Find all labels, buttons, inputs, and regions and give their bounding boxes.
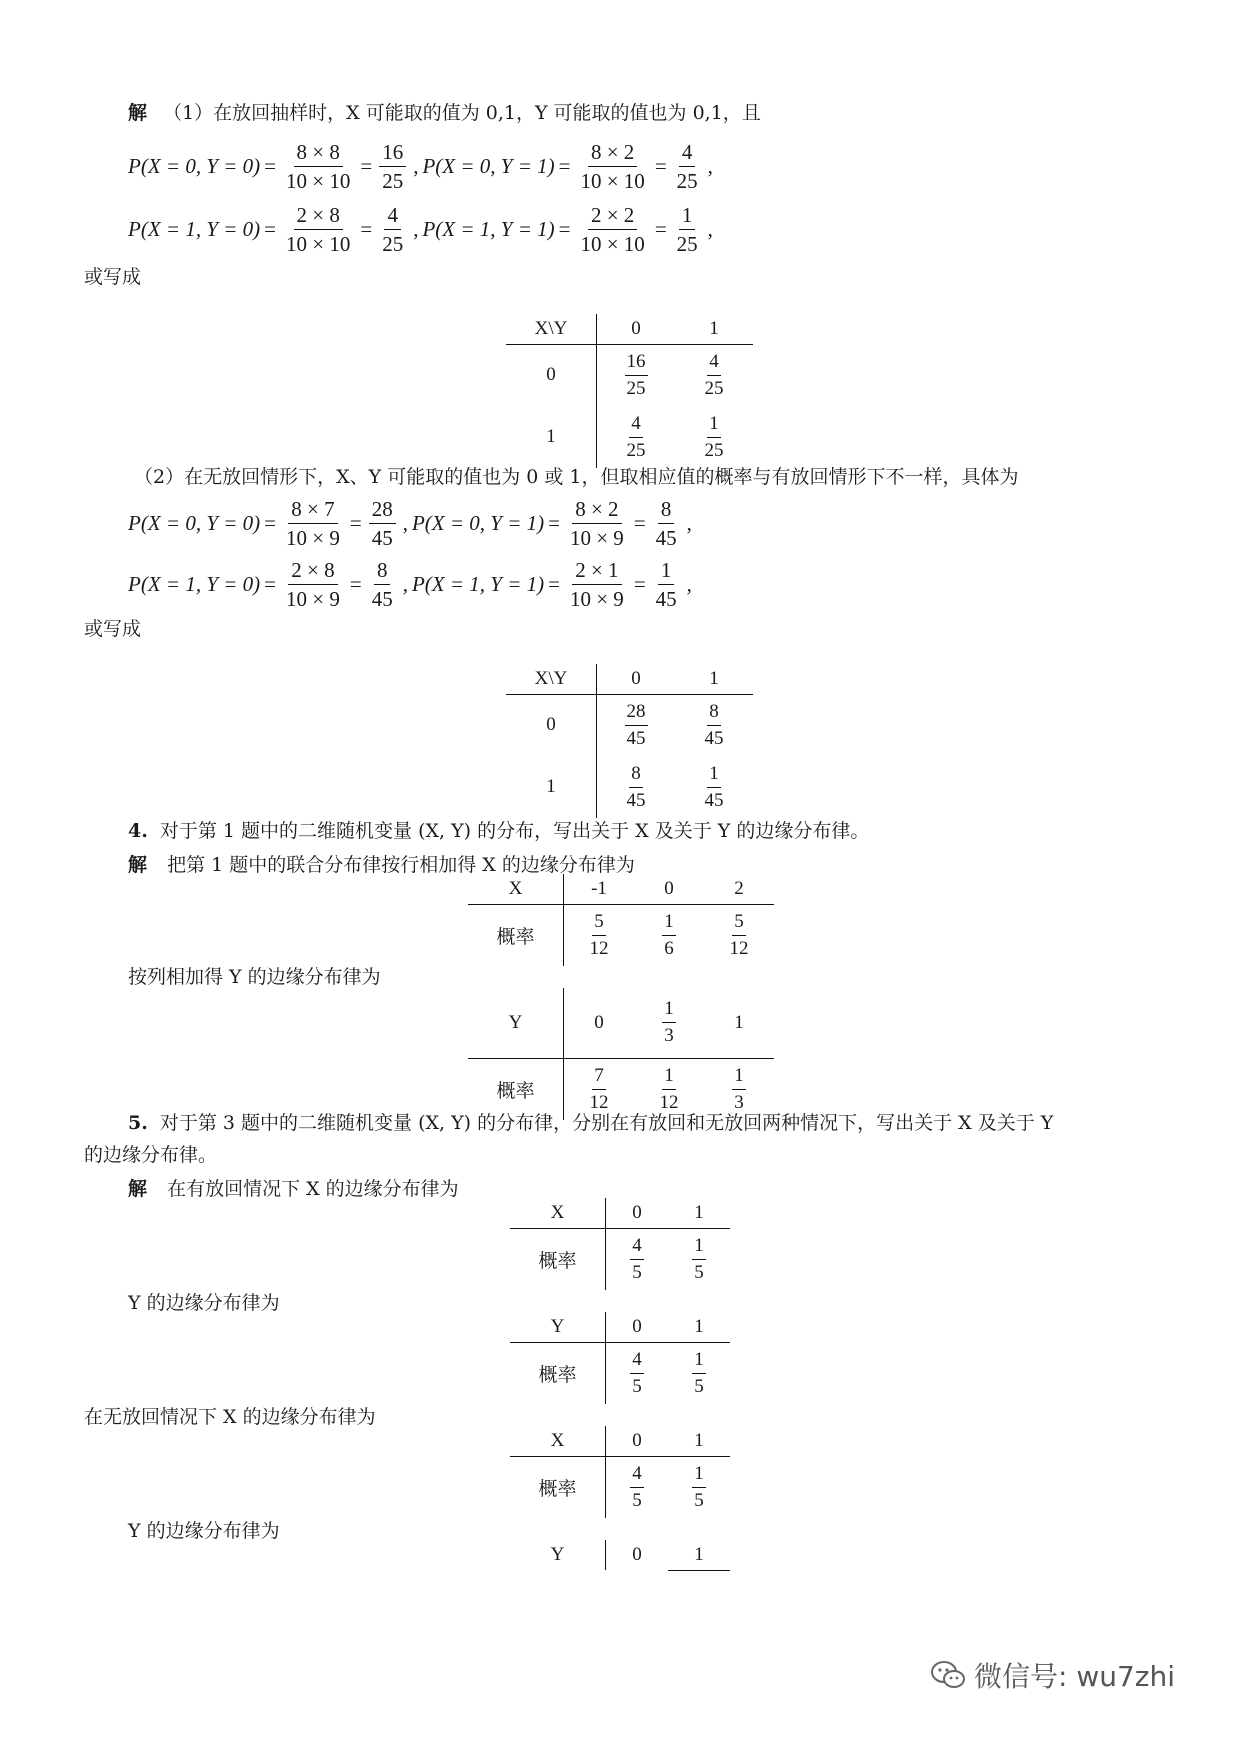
equation-line-4 — [128, 558, 692, 611]
solution-label: 解 — [128, 854, 148, 876]
probability-expression: P(X = 1, Y = 0) — [128, 572, 261, 596]
table-cell: $\frac{8}{45}$ — [626, 762, 646, 811]
denominator: 10 × 10 — [286, 232, 351, 256]
table-cell: 0 — [606, 1198, 669, 1228]
table-cell: $\frac{4}{5}$ — [632, 1462, 642, 1511]
watermark-text: 微信号: wu7zhi — [974, 1660, 1176, 1693]
table-corner: X\Y — [506, 314, 597, 344]
problem-5-statement-cont: 的边缘分布律。 — [84, 1144, 218, 1166]
table-cell: 1 — [668, 1426, 730, 1456]
solution-label: 解 — [128, 102, 148, 124]
table-cell: $\frac{7}{12}$ — [589, 1064, 609, 1113]
denominator: 10 × 9 — [286, 526, 340, 550]
equals-sign: = — [349, 511, 362, 535]
probability-expression: P(X = 1, Y = 0) — [128, 217, 261, 241]
table-cell: 1 — [668, 1198, 730, 1228]
numerator: 8 — [374, 558, 391, 585]
table-cell: $\frac{1}{45}$ — [704, 762, 724, 811]
table-cell: $\frac{8}{45}$ — [704, 700, 724, 749]
fraction — [379, 203, 406, 256]
equals-sign: = — [548, 572, 560, 596]
table-cell: 0 — [564, 988, 635, 1058]
table-cell: $\frac{1}{3}$ — [664, 998, 674, 1047]
numerator: 1 — [679, 203, 696, 230]
table-row-header: 概率 — [468, 1058, 564, 1120]
equals-sign: = — [264, 217, 277, 241]
table-corner: X\Y — [506, 664, 597, 694]
table-col-header: 1 — [675, 664, 753, 694]
table-row-header: X — [510, 1426, 606, 1456]
problem-4-solution — [128, 850, 635, 877]
denominator: 10 × 10 — [580, 169, 645, 193]
table-cell: 2 — [704, 874, 774, 904]
fraction — [369, 497, 396, 550]
problem-text: 对于第 1 题中的二维随机变量 (X, Y) 的分布，写出关于 X 及关于 Y 的边缘分布律。 — [159, 820, 870, 842]
table-cell: $\frac{16}{25}$ — [626, 350, 646, 399]
y-marginal-with-replacement — [510, 1312, 730, 1404]
denominator: 25 — [382, 232, 404, 256]
denominator: 10 × 10 — [286, 169, 351, 193]
fraction — [577, 203, 647, 256]
table-col-header: 0 — [597, 314, 676, 344]
separator: , — [686, 511, 692, 535]
equals-sign: = — [633, 511, 646, 535]
problem-number: 5. — [128, 1112, 148, 1134]
table-row-header: X — [510, 1198, 606, 1228]
equals-sign: = — [654, 217, 667, 241]
probability-expression: P(X = 1, Y = 1) — [411, 572, 545, 596]
y-marginal-without-replacement — [510, 1540, 730, 1571]
equals-sign: = — [264, 154, 277, 178]
table-row-header: 概率 — [510, 1342, 606, 1404]
equals-sign: = — [548, 511, 560, 535]
table-row-header: 概率 — [468, 904, 564, 966]
equals-sign: = — [264, 572, 277, 596]
numerator: 2 × 2 — [588, 203, 637, 230]
table-cell: $\frac{4}{25}$ — [626, 412, 646, 461]
table-row-header: Y — [510, 1540, 606, 1570]
numerator: 8 × 2 — [572, 497, 621, 524]
numerator: 4 — [679, 140, 696, 167]
numerator: 28 — [369, 497, 396, 524]
fraction — [653, 497, 680, 550]
table-row-header: Y — [510, 1312, 606, 1342]
fraction — [674, 203, 701, 256]
fraction — [369, 558, 396, 611]
table-cell: $\frac{5}{12}$ — [589, 910, 609, 959]
denominator: 45 — [371, 526, 393, 550]
solution-text: （1）在放回抽样时，X 可能取的值为 0,1，Y 可能取的值也为 0,1，且 — [163, 102, 761, 124]
problem-number: 4. — [128, 820, 148, 842]
table-cell: 0 — [606, 1312, 669, 1342]
denominator: 45 — [655, 587, 677, 611]
table-row-header: 1 — [506, 406, 597, 468]
fraction — [283, 140, 353, 193]
table-cell: $\frac{1}{25}$ — [704, 412, 724, 461]
table-cell: $\frac{4}{5}$ — [632, 1348, 642, 1397]
problem-5-statement — [128, 1108, 1053, 1135]
table-cell: 1 — [668, 1540, 730, 1570]
x-marginal-no-replacement-label: 在无放回情况下 X 的边缘分布律为 — [84, 1406, 376, 1428]
solution-3-intro — [128, 98, 761, 125]
solution-text: 把第 1 题中的联合分布律按行相加得 X 的边缘分布律为 — [167, 854, 635, 876]
table-row-header: 0 — [506, 694, 597, 756]
table-row-header: Y — [468, 988, 564, 1058]
denominator: 10 × 10 — [580, 232, 645, 256]
separator: , — [402, 511, 408, 535]
table-row-header: 0 — [506, 344, 597, 406]
denominator: 10 × 9 — [286, 587, 340, 611]
table-cell: $\frac{1}{12}$ — [659, 1064, 679, 1113]
separator: , — [413, 154, 419, 178]
fraction — [653, 558, 680, 611]
fraction — [577, 140, 647, 193]
solution-part-2-text: （2）在无放回情形下，X、Y 可能取的值也为 0 或 1，但取相应值的概率与有放回情形下不一样，具体为 — [134, 466, 1019, 488]
fraction — [283, 497, 343, 550]
equals-sign: = — [360, 217, 373, 241]
probability-expression: P(X = 0, Y = 1) — [422, 154, 555, 178]
equals-sign: = — [558, 217, 571, 241]
solution-label: 解 — [128, 1178, 148, 1200]
separator: , — [707, 154, 713, 178]
numerator: 8 — [658, 497, 675, 524]
table-cell: $\frac{1}{5}$ — [694, 1234, 704, 1283]
problem-5-solution — [128, 1174, 459, 1201]
table-col-header: 0 — [597, 664, 676, 694]
joint-table-without-replacement — [506, 664, 753, 818]
table-cell: $\frac{1}{6}$ — [664, 910, 674, 959]
y-marginal-no-replacement-label: Y 的边缘分布律为 — [128, 1520, 280, 1542]
table-row-header: X — [468, 874, 564, 904]
probability-expression: P(X = 1, Y = 1) — [422, 217, 555, 241]
denominator: 45 — [371, 587, 393, 611]
fraction — [379, 140, 406, 193]
table-cell: -1 — [564, 874, 635, 904]
y-marginal-label: Y 的边缘分布律为 — [128, 1292, 280, 1314]
table-cell: $\frac{1}{3}$ — [734, 1064, 744, 1113]
denominator: 10 × 9 — [569, 526, 624, 550]
y-marginal-intro: 按列相加得 Y 的边缘分布律为 — [128, 966, 381, 988]
fraction — [567, 497, 627, 550]
table-cell: $\frac{1}{5}$ — [694, 1348, 704, 1397]
numerator: 2 × 8 — [294, 203, 343, 230]
table-cell: 0 — [634, 874, 704, 904]
fraction — [283, 558, 343, 611]
equals-sign: = — [264, 511, 277, 535]
probability-expression: P(X = 0, Y = 1) — [411, 511, 545, 535]
separator: , — [707, 217, 713, 241]
equation-line-3 — [128, 497, 692, 550]
or-write-label: 或写成 — [84, 266, 142, 288]
equals-sign: = — [633, 572, 646, 596]
x-marginal-table — [468, 874, 774, 966]
x-marginal-with-replacement — [510, 1198, 730, 1290]
table-col-header: 1 — [675, 314, 753, 344]
wechat-watermark — [930, 1655, 1175, 1695]
table-cell: $\frac{4}{5}$ — [632, 1234, 642, 1283]
separator: , — [686, 572, 692, 596]
table-row-header: 概率 — [510, 1228, 606, 1290]
equals-sign: = — [349, 572, 362, 596]
numerator: 8 × 2 — [588, 140, 637, 167]
equation-line-2 — [128, 203, 713, 256]
separator: , — [413, 217, 419, 241]
fraction — [567, 558, 627, 611]
equation-line-1 — [128, 140, 713, 193]
numerator: 8 × 8 — [294, 140, 343, 167]
numerator: 1 — [658, 558, 675, 585]
table-cell: $\frac{5}{12}$ — [729, 910, 749, 959]
denominator: 25 — [676, 169, 698, 193]
table-cell: 1 — [668, 1312, 730, 1342]
joint-table-with-replacement — [506, 314, 753, 468]
denominator: 25 — [676, 232, 698, 256]
table-cell: $\frac{28}{45}$ — [626, 700, 646, 749]
table-row-header: 概率 — [510, 1456, 606, 1518]
solution-text: 在有放回情况下 X 的边缘分布律为 — [167, 1178, 459, 1200]
fraction — [674, 140, 701, 193]
separator: , — [402, 572, 408, 596]
table-cell: $\frac{4}{25}$ — [704, 350, 724, 399]
denominator: 25 — [382, 169, 404, 193]
probability-expression: P(X = 0, Y = 0) — [128, 511, 261, 535]
y-marginal-table — [468, 988, 774, 1120]
numerator: 8 × 7 — [288, 497, 337, 524]
equals-sign: = — [558, 154, 571, 178]
probability-expression: P(X = 0, Y = 0) — [128, 154, 261, 178]
table-cell: $\frac{1}{5}$ — [694, 1462, 704, 1511]
denominator: 45 — [655, 526, 677, 550]
or-write-label: 或写成 — [84, 618, 142, 640]
problem-4-statement — [128, 816, 869, 843]
denominator: 10 × 9 — [569, 587, 624, 611]
numerator: 2 × 8 — [288, 558, 337, 585]
numerator: 16 — [379, 140, 406, 167]
table-cell: 1 — [704, 988, 774, 1058]
fraction — [283, 203, 353, 256]
numerator: 2 × 1 — [572, 558, 621, 585]
equals-sign: = — [360, 154, 373, 178]
table-cell: 0 — [606, 1426, 669, 1456]
problem-text: 对于第 3 题中的二维随机变量 (X, Y) 的分布律，分别在有放回和无放回两种情况下，写出关于 X 及关于 Y — [159, 1112, 1054, 1134]
wechat-icon — [930, 1660, 966, 1690]
table-row-header: 1 — [506, 756, 597, 818]
numerator: 4 — [384, 203, 401, 230]
table-cell: 0 — [632, 1544, 642, 1565]
equals-sign: = — [654, 154, 667, 178]
x-marginal-without-replacement — [510, 1426, 730, 1518]
